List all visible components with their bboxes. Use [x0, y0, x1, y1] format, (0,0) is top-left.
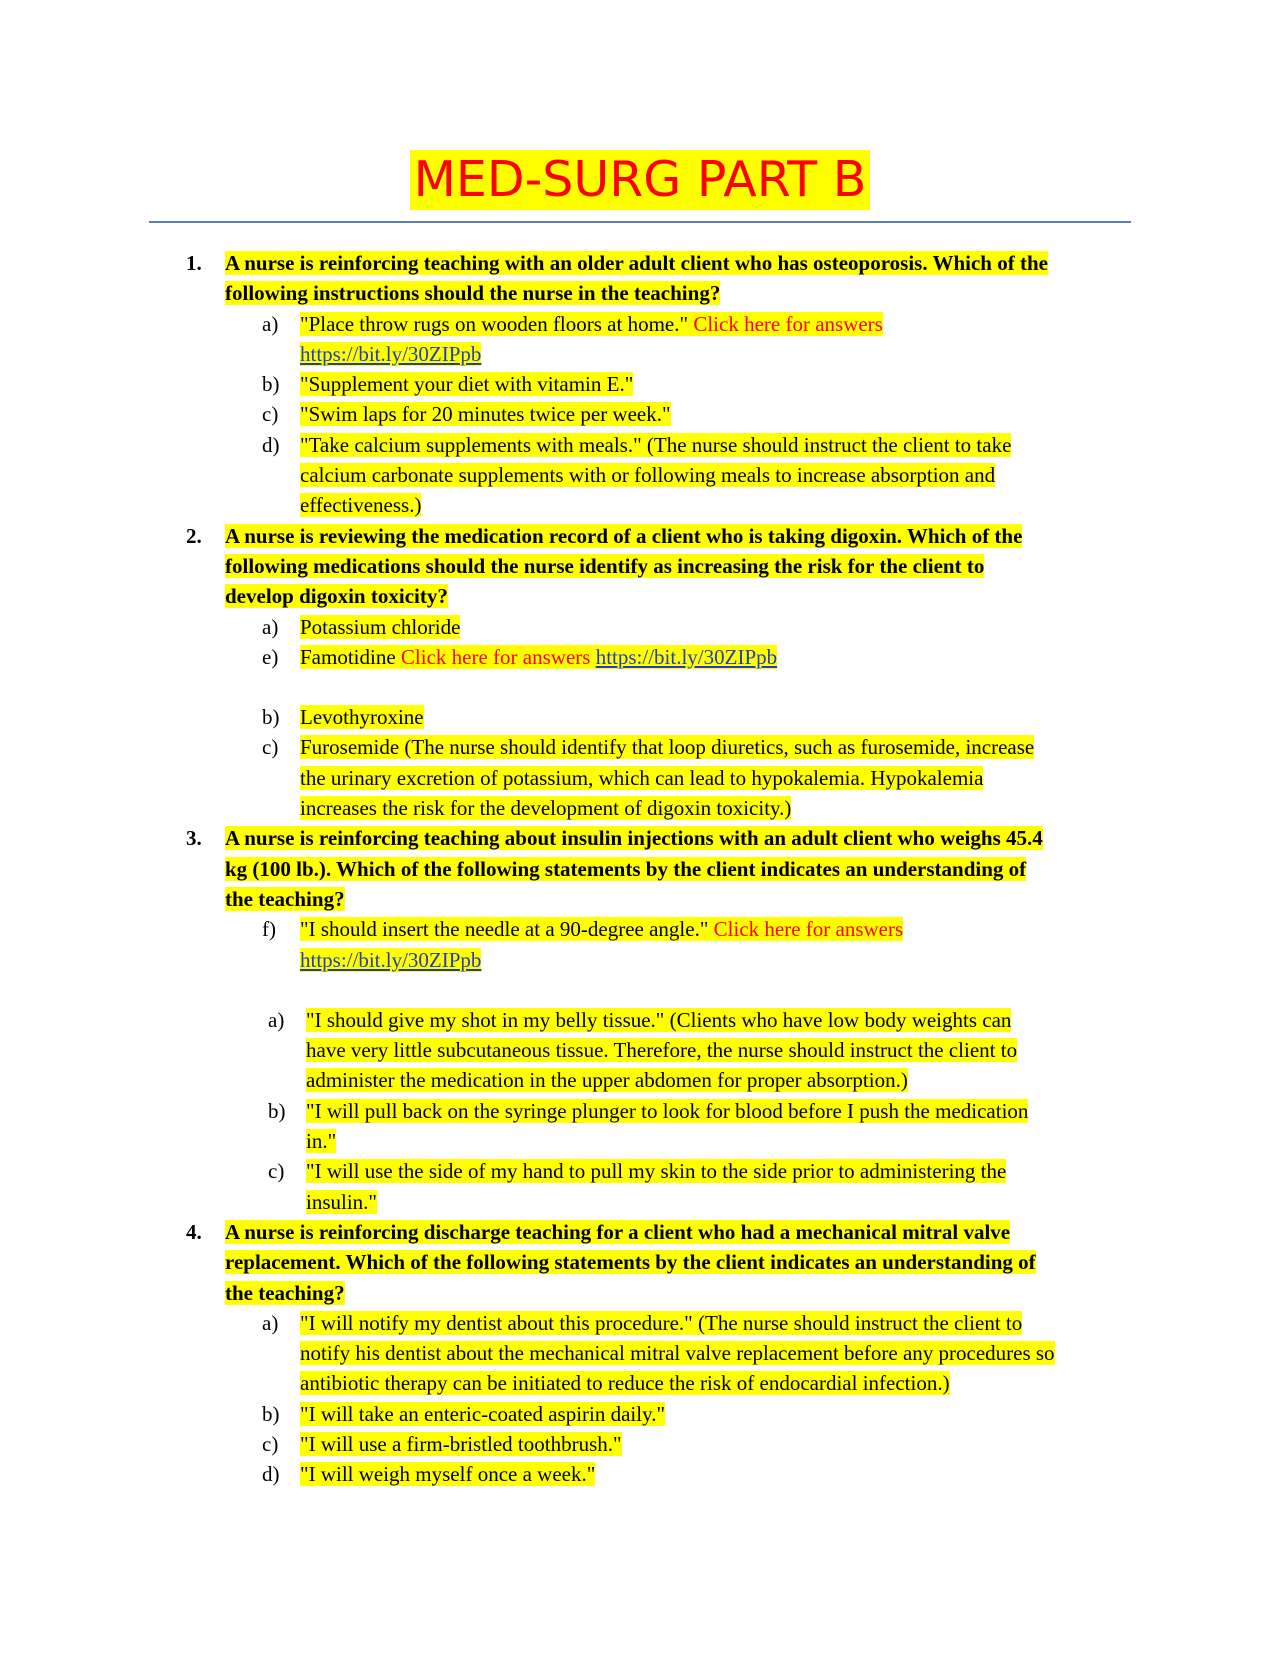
option-text-line: notify his dentist about the mechanical mitral valve replacement before any procedures so [300, 1341, 1055, 1366]
option-4a [0, 1308, 1280, 1399]
option-3a [0, 1005, 1280, 1096]
answers-callout: Click here for answers [713, 917, 904, 942]
question-number: 3. [186, 826, 202, 851]
question-number: 2. [186, 523, 202, 548]
option-text-line: "Place throw rugs on wooden floors at home." [300, 311, 694, 336]
option-letter: d) [262, 1462, 280, 1487]
title-divider [149, 221, 1131, 223]
option-text-line: "Take calcium supplements with meals." (The nurse should instruct the client to take [300, 432, 1012, 457]
option-text-line: "I should give my shot in my belly tissue." (Clients who have low body weights can [306, 1007, 1012, 1032]
question-2 [0, 521, 1280, 612]
option-4c [0, 1429, 1280, 1459]
option-2a [0, 612, 1280, 642]
option-letter: b) [262, 705, 280, 730]
answers-link[interactable]: https://bit.ly/30ZIPpb [595, 644, 778, 669]
question-list [0, 248, 1280, 1490]
question-text-line: the teaching? [225, 886, 345, 911]
page-title: MED-SURG PART B [410, 150, 871, 210]
option-1b [0, 369, 1280, 399]
option-text-line: "Swim laps for 20 minutes twice per week." [300, 402, 671, 427]
option-text-line: "I will notify my dentist about this procedure." (The nurse should instruct the client to [300, 1310, 1023, 1335]
option-text-line: insulin." [306, 1189, 377, 1214]
option-text-line: Potassium chloride [300, 614, 461, 639]
option-letter: a) [262, 614, 279, 639]
option-text-line: Famotidine [300, 644, 401, 669]
option-letter: d) [262, 432, 280, 457]
option-letter: b) [262, 372, 280, 397]
option-letter: c) [268, 1159, 285, 1184]
option-text-line: Levothyroxine [300, 705, 424, 730]
option-letter: a) [262, 1310, 279, 1335]
option-letter: b) [262, 1401, 280, 1426]
answers-link[interactable]: https://bit.ly/30ZIPpb [300, 341, 482, 366]
option-letter: f) [262, 917, 276, 942]
option-2b [0, 702, 1280, 732]
question-text-line: A nurse is reinforcing discharge teaching for a client who had a mechanical mitral valve [225, 1219, 1011, 1244]
question-number: 1. [186, 251, 202, 275]
answers-link[interactable]: https://bit.ly/30ZIPpb [300, 947, 482, 972]
option-text-line: "I will weigh myself once a week." [300, 1462, 596, 1487]
option-2c [0, 732, 1280, 823]
option-text-line: calcium carbonate supplements with or following meals to increase absorption and [300, 463, 996, 488]
question-text-line: A nurse is reviewing the medication record of a client who is taking digoxin. Which of the [225, 523, 1023, 548]
option-text-line: "I will use the side of my hand to pull my skin to the side prior to administering the [306, 1159, 1007, 1184]
question-number: 4. [186, 1219, 202, 1244]
option-3f [0, 914, 1280, 975]
question-text-line: replacement. Which of the following statements by the client indicates an understanding of [225, 1250, 1036, 1275]
option-letter: c) [262, 402, 279, 427]
option-text-line: "Supplement your diet with vitamin E." [300, 372, 634, 397]
question-4 [0, 1217, 1280, 1308]
option-letter: a) [262, 311, 279, 336]
option-letter: e) [262, 644, 279, 669]
option-text-line: "I will pull back on the syringe plunger to look for blood before I push the medication [306, 1098, 1029, 1123]
option-2e [0, 642, 1280, 672]
title-container [0, 150, 1280, 210]
option-text-line: "I will take an enteric-coated aspirin daily." [300, 1401, 666, 1426]
question-text-line: following medications should the nurse identify as increasing the risk for the client to [225, 553, 985, 578]
option-3c [0, 1156, 1280, 1217]
option-text-line: the urinary excretion of potassium, which can lead to hypokalemia. Hypokalemia [300, 765, 984, 790]
question-text-line: develop digoxin toxicity? [225, 584, 448, 609]
option-1a [0, 309, 1280, 370]
option-4d [0, 1459, 1280, 1489]
question-3 [0, 823, 1280, 914]
question-text-line: following instructions should the nurse in the teaching? [225, 281, 721, 306]
question-text-line: A nurse is reinforcing teaching with an older adult client who has osteoporosis. Which of the [225, 251, 1048, 275]
question-text-line: kg (100 lb.). Which of the following statements by the client indicates an understanding of [225, 856, 1027, 881]
answers-callout: Click here for answers [400, 644, 591, 669]
option-letter: b) [268, 1098, 286, 1123]
option-text-line: effectiveness.) [300, 493, 422, 518]
option-text-line: administer the medication in the upper abdomen for proper absorption.) [306, 1068, 908, 1093]
option-3b [0, 1096, 1280, 1157]
option-text-line: have very little subcutaneous tissue. Therefore, the nurse should instruct the client to [306, 1038, 1018, 1063]
option-text-line: Furosemide (The nurse should identify that loop diuretics, such as furosemide, increase [300, 735, 1035, 760]
option-text-line: in." [306, 1129, 337, 1154]
question-1 [0, 248, 1280, 309]
option-text-line: increases the risk for the development of digoxin toxicity.) [300, 796, 792, 821]
answers-callout: Click here for answers [693, 311, 883, 336]
option-1c [0, 399, 1280, 429]
question-text-line: the teaching? [225, 1280, 345, 1305]
option-text-line: "I will use a firm-bristled toothbrush." [300, 1431, 622, 1456]
option-4b [0, 1399, 1280, 1429]
option-text-line: "I should insert the needle at a 90-degree angle." [300, 917, 714, 942]
option-letter: c) [262, 1431, 279, 1456]
option-text-line: antibiotic therapy can be initiated to reduce the risk of endocardial infection.) [300, 1371, 950, 1396]
question-text-line: A nurse is reinforcing teaching about insulin injections with an adult client who weighs 45.4 [225, 826, 1043, 851]
option-1d [0, 430, 1280, 521]
option-letter: c) [262, 735, 279, 760]
option-letter: a) [268, 1007, 285, 1032]
